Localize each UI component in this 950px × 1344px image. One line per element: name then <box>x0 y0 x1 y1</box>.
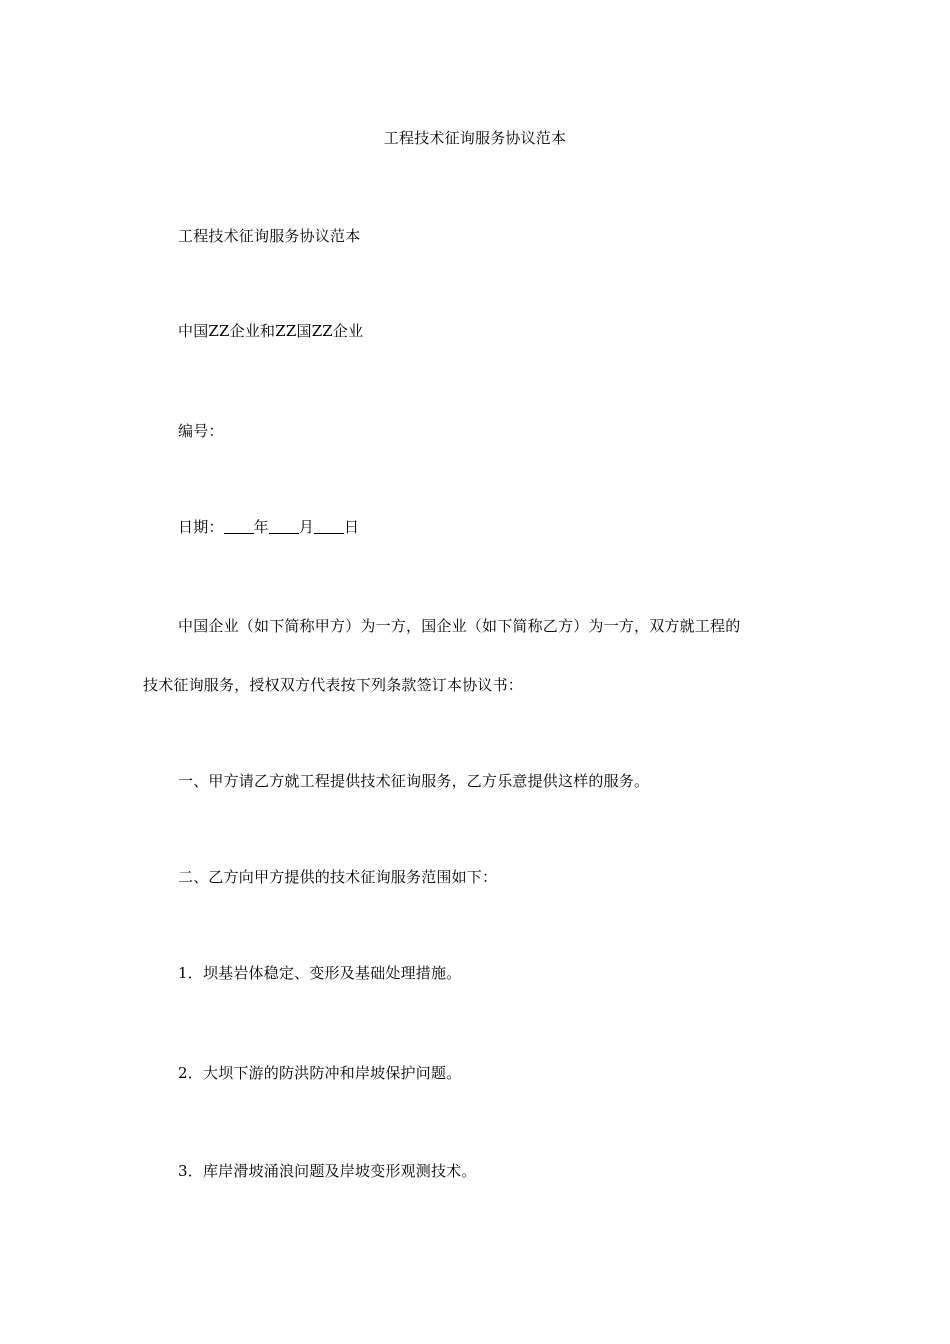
list-item: 1．坝基岩体稳定、变形及基础处理措施。 <box>178 964 462 982</box>
list-item: 3．库岸滑坡涌浪问题及岸坡变形观测技术。 <box>178 1162 477 1180</box>
month-blank <box>269 519 299 534</box>
intro-paragraph-line-1: 中国企业（如下简称甲方）为一方，国企业（如下简称乙方）为一方，双方就工程的 <box>178 617 741 635</box>
clause-2: 二、乙方向甲方提供的技术征询服务范围如下： <box>178 868 498 886</box>
day-blank <box>314 519 344 534</box>
day-label: 日 <box>344 518 360 536</box>
document-title: 工程技术征询服务协议范本 <box>383 129 567 147</box>
clause-1: 一、甲方请乙方就工程提供技术征询服务，乙方乐意提供这样的服务。 <box>178 772 650 790</box>
month-label: 月 <box>298 518 315 536</box>
year-label: 年 <box>253 518 269 536</box>
date-label: 日期： <box>178 518 224 536</box>
number-label: 编号： <box>178 422 224 440</box>
intro-paragraph-line-2: 技术征询服务，授权双方代表按下列条款签订本协议书： <box>143 676 524 694</box>
list-item: 2．大坝下游的防洪防冲和岸坡保护问题。 <box>178 1064 462 1082</box>
document-subtitle: 工程技术征询服务协议范本 <box>178 227 361 245</box>
parties-line: 中国ZZ企业和ZZ国ZZ企业 <box>178 322 364 340</box>
date-line <box>178 517 359 537</box>
year-blank <box>224 519 254 534</box>
